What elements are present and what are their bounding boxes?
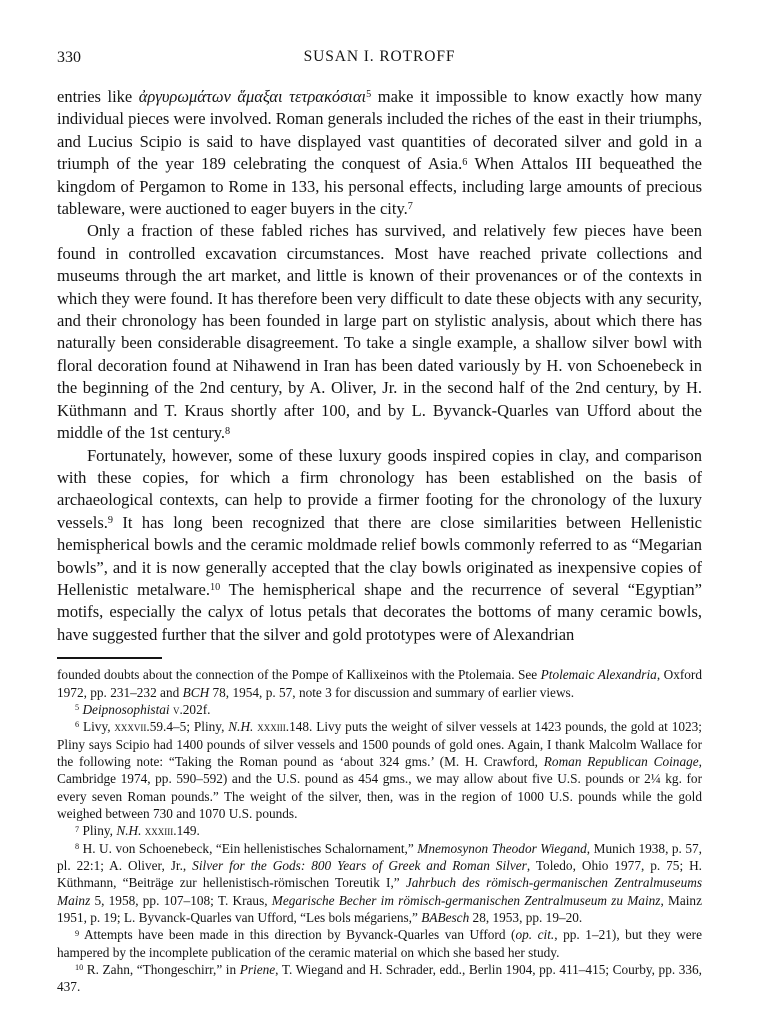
running-head: SUSAN I. ROTROFF [303, 48, 456, 65]
footnotes-section [57, 666, 702, 996]
page-number: 330 [57, 49, 81, 66]
footnote-5: $^5$ Deipnosophistai v.202f. [75, 701, 211, 717]
body-paragraph-3: Fortunately, however, some of these luxury goods inspired copies in clay, and comparison with these copies, for which a firm chronology has been established on the basis of archaeological contexts, can help to provide a firmer footing for the chronology of the luxury vessels.$^9$ It has long been recognized that there are close similarities between Hellenistic hemispherical bowls and the ceramic moldmade relief bowls commonly referred to as “Megarian bowls”, and it is now generally accepted that the clay bowls originated as inexpensive copies of Hellenistic metalware.$^{10}$ The hemispherical shape and the recurrence of several “Egyptian” motifs, especially the calyx of lotus petals that decorates the bottoms of many ceramic bowls, have suggested further that the silver and gold prototypes were of Alexandrian [57, 445, 702, 644]
footnote-6: $^6$ Livy, xxxvii.59.4–5; Pliny, N.H. xxxiii.148. Livy puts the weight of silver vessels at 1423 pounds, the gold at 1023; Pliny says Scipio had 1400 pounds of silver vessels and 1500 pounds of gold ones. Again, I thank Malcolm Wallace for the following note: “Taking the Roman pound as ‘about 324 gms.’ (M. H. Crawford, Roman Republican Coinage, Cambridge 1974, pp. 590–592) and the U.S. pound as 454 gms., we may allow about five U.S. pounds or 2¼ kg. for every seven Roman pounds.” The weight of the silver, then, was in the region of 1000 U.S. pounds while the gold weighed between 730 and 1070 U.S. pounds. [57, 719, 702, 821]
footnote-10: $^{10}$ R. Zahn, “Thongeschirr,” in Priene, T. Wiegand and H. Schrader, edd., Berlin 1904, pp. 411–415; Courby, pp. 336, 437. [57, 962, 702, 995]
body-paragraph-1: entries like ἀργυρωμάτων ἅμαξαι τετρακόσιαι$^5$ make it impossible to know exactly how many individual pieces were involved. Roman generals included the riches of the east in their triumphs, and Lucius Scipio is said to have displayed vast quantities of decorated silver and gold in a triumph of the year 189 celebrating the conquest of Asia.$^6$ When Attalos III bequeathed the kingdom of Pergamon to Rome in 133, his personal effects, including large amounts of precious tableware, were auctioned to eager buyers in the city.$^7$ [57, 87, 702, 219]
footnote-rule [57, 657, 162, 659]
footnote-8: $^8$ H. U. von Schoenebeck, “Ein hellenistisches Schalornament,” Mnemosynon Theodor Wiegand, Munich 1938, p. 57, pl. 22:1; A. Oliver, Jr., Silver for the Gods: 800 Years of Greek and Roman Silver, Toledo, Ohio 1977, p. 75; H. Küthmann, “Beiträge zur hellenistisch-römischen Toreutik I,” Jahrbuch des römisch-germanischen Zentralmuseums Mainz 5, 1958, pp. 107–108; T. Kraus, Megarische Becher im römisch-germanischen Zentralmuseum zu Mainz, Mainz 1951, p. 19; L. Byvanck-Quarles van Ufford, “Les bols mégariens,” BABesch 28, 1953, pp. 19–20. [57, 840, 703, 925]
footnote-continuation: founded doubts about the connection of the Pompe of Kallixeinos with the Ptolemaia. See Ptolemaic Alexandria, Oxford 1972, pp. 231–232 and BCH 78, 1954, p. 57, note 3 for discussion and summary of earlier views. [57, 667, 703, 700]
page-header [57, 48, 702, 70]
body-text [57, 86, 702, 646]
body-paragraph-2: Only a fraction of these fabled riches has survived, and relatively few pieces have been found in controlled excavation circumstances. Most have reached private collections and museums through the art market, and little is known of their provenances or of the contexts in which they were found. It has therefore been very difficult to date these objects with any security, and their chronology has been founded in large part on stylistic analysis, about which there has naturally been considerable disagreement. To take a single example, a shallow silver bowl with floral decoration found at Nihawend in Iran has been dated variously by H. von Schoenebeck in the beginning of the 2nd century, by A. Oliver, Jr. in the second half of the 2nd century, by H. Küthmann and T. Kraus shortly after 100, and by L. Byvanck-Quarles van Ufford about the middle of the 1st century.$^8$ [57, 221, 702, 443]
footnote-9: $^9$ Attempts have been made in this direction by Byvanck-Quarles van Ufford (op. cit., pp. 1–21), but they were hampered by the incomplete publication of the ceramic material on which she based her study. [57, 927, 703, 960]
footnote-7: $^7$ Pliny, N.H. xxxiii.149. [75, 823, 200, 839]
